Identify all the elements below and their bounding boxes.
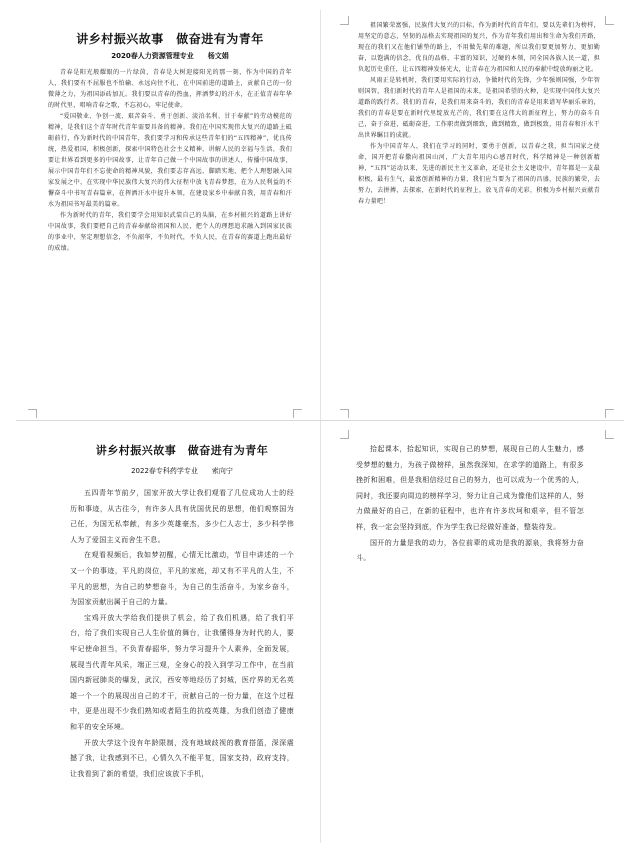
page-content (70, 442, 294, 782)
paragraph: 青春是阳光般耀眼的一片绿茵，青春是大树迎接阳光的那一刻，作为中国的青年人，我们要有不屈服也不怕输、永远向往不扎，在中国前进的道路上，贡献自己的一份微薄之力，为祖国添砖加瓦。我们要以青春的热血，挥洒梦幻的汗水，在正值青春年华的时代里，唱响青春之歌，不忘初心，牢记使命。 (48, 69, 292, 109)
essay-author: 2022春专科药学专业 索向宁 (131, 467, 233, 475)
page-corner-mark (293, 409, 302, 418)
page-corner-mark (605, 409, 614, 418)
page-corner-mark (605, 430, 614, 439)
paragraph: 开放大学这个没有年龄限制，没有地域歧视的教育搭篮，深深震撼了我，让我感到不已，心情久久不能平复，国家支持，政府支持，让我看到了新的希望，我们应该放下手机， (70, 738, 294, 778)
paragraph: 在观看视频后，我如梦初醒，心情无比激动，节目中讲述的一个又一个的事迹，平凡的岗位，平凡的家庭，却又有不平凡的人生，不平凡的思想，为自己的梦想奋斗，为自己的生活奋斗，为家乡奋斗，为国家贡献出属于自己的力量。 (70, 551, 294, 607)
page-row-divider (16, 420, 624, 421)
paragraph: 拾起课本，拾起知识，实现自己的梦想，展现自己的人生魅力，感受梦想的魅力，为孩子做榜样，虽然我深知，在求学的道路上，有很多挫折和困难，但是我相信经过自己的努力，也可以成为一个优秀的人，同时，我还要向周边的榜样学习，努力让自己成为像他们这样的人，努力做最好的自己，在新的征程中，也许有许多坎坷和艰辛，但不管怎样，我一定会坚持到底，作为学生我已经做好准备，整装待发。 (356, 445, 584, 531)
document-page-4 (330, 430, 624, 840)
page-corner-mark (340, 430, 349, 439)
paragraph: 风雨正是转机时，我们要用实际的行动，争做时代的先锋，少年强则国强，少年智则国智，我们新时代的青年人是祖国的未来，是祖国希望的火种，是实现中国伟大复兴道路的践行者。我们的青春，是我们用来奋斗的，我们的青春是用来谱写华丽乐章的，我们的青春是要在新时代里绽放光芒的，我们要在这伟大的新征程上，努力的奋斗自己，奋于奋进，砥砺奋进，工作职责做到细致，做到精致，做到极致，用青春和汗水干出世界瞩目的成就。 (358, 77, 600, 139)
page-corner-mark (605, 16, 614, 25)
essay-author: 2020春人力资源管理专业 杨文娟 (111, 52, 229, 60)
page-corner-mark (340, 16, 349, 25)
page-corner-mark (28, 409, 37, 418)
essay-title: 讲乡村振兴故事 做奋进有为青年 (95, 444, 269, 457)
page-content (358, 20, 600, 207)
document-page-1 (18, 16, 312, 418)
paragraph: 祖国繁荣富强，民族伟大复兴的目标，作为新时代的青年们，要以先辈们为榜样，用坚定的意志，坚韧的品格去实现祖国的复兴，作为青年我们用出和生命为我们开路，现在的我们又在他们铺垫的路上，不用做先辈的难题，所以我们要更加努力，更加勤奋，以饱满的信念，优良的品格，丰富的知识，过硬的本领，同全国各族人民一道，担负起历史重任，让五四精神发扬光大，让青春在为祖国和人民的奉献中绽放绚丽之花。 (358, 22, 600, 73)
paragraph: “爱国敬业、争创一流、艰苦奋斗、勇于创新、淡泊名利、甘于奉献”的劳动模范的精神，是我们这个青年时代青年需要具备的精神。我们在中国实现伟大复兴的道路上砥砺前行，作为新时代的中国青年，我们要学习和传承这些青年们的“五四精神”，优良传统，热爱祖国，积极创新，探索中国特色社会主义精神，讲解人民的幸福与生活，我们要让世界看到更多的中国故事，让青年自己做一个中国故事的讲述人，传播中国故事，展示中国青年们不忘使命的精神风貌，我们要志存高远，脚踏实地，把个人理想融入国家发展之中，在实现中华民族伟大复兴的伟大征程中放飞青春梦想，在为人民利益的不懈奋斗中书写青春篇章，在挥洒汗水中提升本领，在建设家乡中奉献自我，用青春和汗水为祖国书写最美的篇章。 (48, 113, 292, 208)
document-page-3 (18, 430, 312, 840)
page-content (48, 30, 292, 254)
page-corner-mark (340, 409, 349, 418)
paragraph: 国开的力量是我的动力，各位前辈的成功是我的源泉，我将努力奋斗。 (356, 538, 584, 563)
paragraph: 作为新时代的青年，我们要学会用知识武装自己的头脑，在乡村振兴的道路上讲好中国故事，我们要把自己的青春奉献给祖国和人民，把个人的理想追求融入到国家民族的事业中，坚定理想信念，不负韶华，不负时代，不负人民，在青春的赛道上跑出最好的成绩。 (48, 212, 292, 252)
essay-title: 讲乡村振兴故事 做奋进有为青年 (76, 32, 264, 46)
page-column-divider (320, 10, 321, 843)
document-page-2 (330, 16, 624, 418)
page-content (356, 442, 584, 567)
paragraph: 作为中国青年人，我们在学习的同时，要勇于创新，以青春之我，担当国家之使命，国开把青春撒向祖国山河，广大青年用内心感召时代，科学精神是一种创新精神，“五四”运动以来，先进的新民主主义革命，还是社会主义建设中，青年都是一支最积极，最有生气，最富创新精神的力量，我们应当要为了祖国的昌盛，民族的繁荣，去努力，去拼搏，去探索，在新时代的征程上，放飞青春的光彩，积极为乡村振兴贡献青春力量吧！ (358, 143, 600, 205)
paragraph: 宝鸡开放大学给我们提供了机会，给了我们机遇，给了我们平台，给了我们实现自己人生价值的舞台，让我懂得身为时代的人，要牢记使命担当，不负青春韶华，努力学习提升个人素养，全面发展，展现当代青年风采，端正三观，全身心的投入到学习工作中，在当前国内新冠肺炎的爆发，武汉，西安等地经历了封城，医疗界的无名英雄一个一个的展现出自己的才干，贡献自己的一份力量，在这个过程中，更是出现不少我们熟知或者陌生的抗疫英雄，为我们创造了健康和平的安全环境。 (70, 613, 294, 731)
paragraph: 五四青年节前夕，国家开放大学让我们观看了几位成功人士的经历和事迹，从古往今，有许多人具有优国优民的思想，他们观察国为己任，为国无私奉献，有多少英雄豪杰，多少仁人志士，多少科学伟人为了爱国主义而舍生不息。 (70, 489, 294, 544)
